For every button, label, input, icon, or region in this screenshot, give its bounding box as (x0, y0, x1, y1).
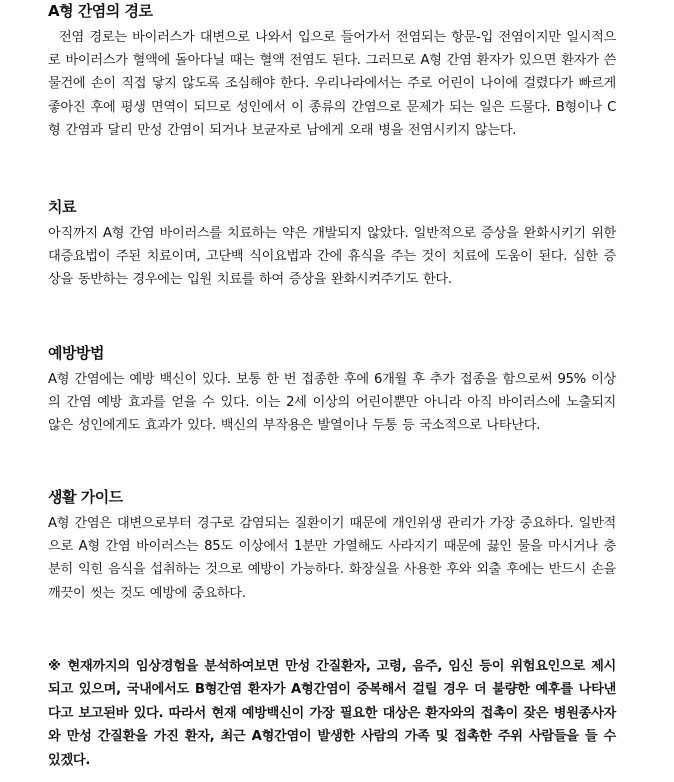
section-prevention (48, 342, 616, 438)
clinical-note: ※ 현재까지의 임상경험을 분석하여보면 만성 간질환자, 고령, 음주, 임신 등이 위험요인으로 제시되고 있으며, 국내에서도 B형간염 환자가 A형간염이 중복해서 걸릴 경우 더 불량한 예후를 나타낸다고 보고된바 있다. 따라서 현재 예방백신이 가장 필요한 대상은 환자와의 접촉이 잦은 병원종사자와 만성 간질환을 가진 환자, 최근 A형간염이 발생한 사람의 가족 및 접촉한 주위 사람들을 들 수 있겠다. (48, 659, 616, 768)
section-body: 전염 경로는 바이러스가 대변으로 나와서 입으로 들어가서 전염되는 항문-입 전염이지만 일시적으로 바이러스가 혈액에 돌아다닐 때는 혈액 전염도 된다. 그러므로 A형 간염 환자가 있으면 환자가 쓴 물건에 손이 직접 닿지 않도록 조심해야 한다. 우리나라에서는 주로 어린이 나이에 걸렸다가 빠르게 좋아진 후에 평생 면역이 되므로 성인에서 이 종류의 간염으로 문제가 되는 일은 드물다. B형이나 C형 간염과 달리 만성 간염이 되거나 보균자로 남에게 오래 병을 전염시키지 않는다. (48, 30, 621, 138)
section-treatment (48, 196, 616, 292)
section-life-guide (48, 486, 616, 605)
section-heading: A형 간염의 경로 (48, 2, 153, 20)
section-heading: 예방방법 (48, 344, 104, 362)
section-heading: 치료 (48, 198, 76, 216)
section-body: 아직까지 A형 간염 바이러스를 치료하는 약은 개발되지 않았다. 일반적으로 증상을 완화시키기 위한 대증요법이 주된 치료이며, 고단백 식이요법과 간에 휴식을 주는 것이 치료에 도움이 된다. 심한 증상을 동반하는 경우에는 입원 치료를 하여 증상을 완화시켜주기도 한다. (48, 226, 616, 288)
section-body: A형 간염에는 예방 백신이 있다. 보통 한 번 접종한 후에 6개월 후 추가 접종을 함으로써 95% 이상의 간염 예방 효과를 얻을 수 있다. 이는 2세 이상의 어린이뿐만 아니라 아직 바이러스에 노출되지 않은 성인에게도 효과가 있다. 백신의 부작용은 발열이나 두통 등 국소적으로 나타난다. (48, 372, 616, 434)
section-transmission (48, 0, 621, 142)
section-body: A형 간염은 대변으로부터 경구로 감염되는 질환이기 때문에 개인위생 관리가 가장 중요하다. 일반적으로 A형 간염 바이러스는 85도 이상에서 1분만 가열해도 사라지기 때문에 끓인 물을 마시거나 충분히 익힌 음식을 섭취하는 것으로 예방이 가능하다. 화장실을 사용한 후와 외출 후에는 반드시 손을 깨끗이 씻는 것도 예방에 중요하다. (48, 516, 616, 601)
section-heading: 생활 가이드 (48, 488, 123, 506)
